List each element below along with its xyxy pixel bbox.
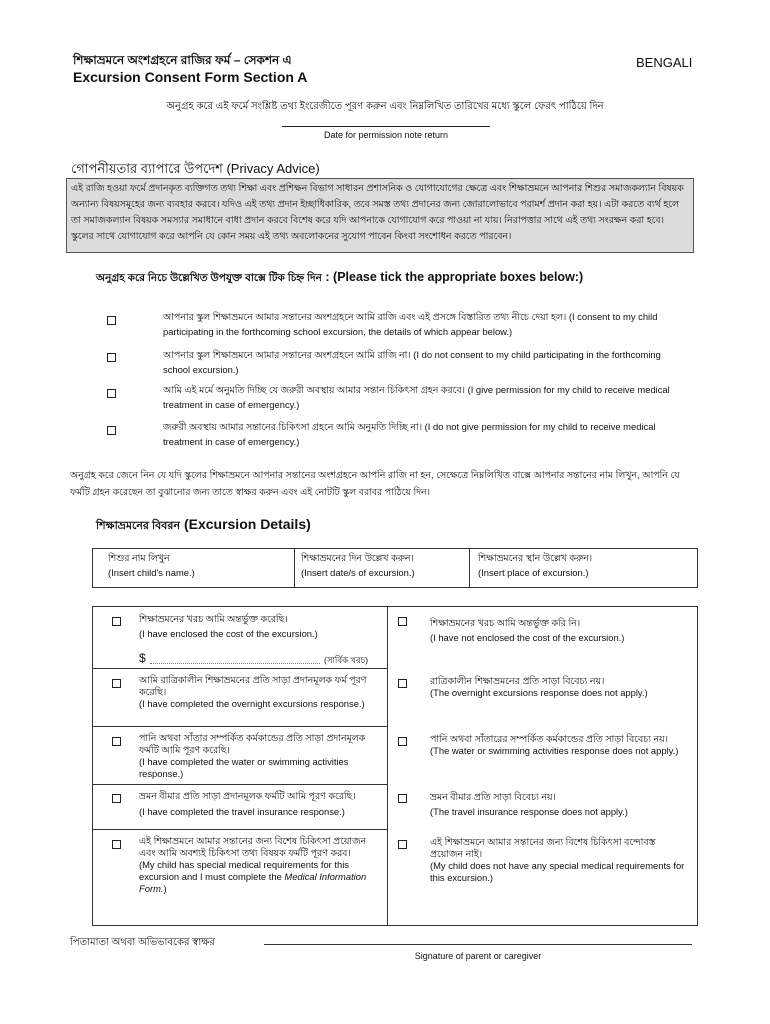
overnight-na-bn: রাত্রিকালীন শিক্ষাভ্রমনের প্রতি সাড়া বিবেচ্য নয়। <box>430 675 605 686</box>
return-date-label: Date for permission note return <box>323 130 449 140</box>
child-name-label-bn: শিশুর নাম লিখুন <box>108 552 170 563</box>
return-instruction: অনুগ্রহ করে এই ফর্মে সংশ্লিষ্ট তথ্য ইংরেজীতে পূরণ করুন এবং নিম্নলিখিত তারিখের মধ্যে স্কুলে ফেরৎ পাঠিয়ে দিন <box>166 101 604 112</box>
excursion-date-label-en: (Insert date/s of excursion.) <box>301 567 415 578</box>
overnight-completed-en: (I have completed the overnight excursions response.) <box>139 698 365 709</box>
no-medical-permission-option-en: (I do not give permission for my child to receive medical treatment in case of emergency.) <box>163 421 656 447</box>
no-consent-option <box>163 347 663 377</box>
cost-enclosed-en: (I have enclosed the cost of the excursion.) <box>139 628 318 639</box>
overnight-na-checkbox[interactable] <box>398 679 407 688</box>
tick-instruction-en: : (Please tick the appropriate boxes below:) <box>321 270 584 284</box>
consent-checkbox[interactable] <box>107 316 116 325</box>
table-divider <box>469 548 470 588</box>
privacy-heading: গোপনীয়তার ব্যাপারে উপদেশ (Privacy Advice) <box>71 161 320 176</box>
no-medical-permission-option-bn: জরুরী অবস্থায় আমার সন্তানের চিকিৎসা গ্রহনে আমি অনুমতি দিচ্ছি না। <box>163 421 423 432</box>
no-consent-checkbox[interactable] <box>107 353 116 362</box>
no-consent-option-en: (I do not consent to my child participating in the forthcoming school excursion.) <box>163 349 661 375</box>
grid-row-line <box>92 829 387 830</box>
excursion-place-label-bn: শিক্ষাভ্রমনের স্থান উল্লেখ করুন। <box>478 552 593 563</box>
insurance-completed-checkbox[interactable] <box>112 794 121 803</box>
child-name-label-en: (Insert child's name.) <box>108 567 195 578</box>
insurance-na-en: (The travel insurance response does not apply.) <box>430 806 628 817</box>
water-na-item <box>430 733 680 757</box>
medical-permission-option-bn: আমি এই মর্মে অনুমতি দিচ্ছি যে জরুরী অবস্থায় আমার সন্তান চিকিৎসা গ্রহন করবে। <box>163 384 465 395</box>
medical-not-required-bn: এই শিক্ষাভ্রমনে আমার সন্তানের জন্য বিশেষ চিকিৎসা বন্দোবস্ত প্রয়োজন নাই। <box>430 836 656 859</box>
grid-row-line <box>92 784 387 785</box>
overnight-na-item <box>430 675 690 699</box>
water-completed-bn: পানি অথবা সাঁতার সম্পর্কিত কর্মকান্ডের প্রতি সাড়া প্রদানমূলক ফর্মটি আমি পূরণ করেছি। <box>139 732 366 755</box>
medical-permission-option <box>163 382 698 412</box>
medical-permission-option-en: (I give permission for my child to receive medical treatment in case of emergency.) <box>163 384 670 410</box>
privacy-text: এই রাজি হওয়া ফর্মে প্রদানকৃত ব্যক্তিগত তথ্য শিক্ষা এবং প্রশিক্ষন বিভাগ সাধারন প্রশাসনিক ও যোগাযোগের ক্ষেত্রে এবং শিক্ষাভ্রমনে আপনার শিশুর সমাজকল্যান বিষয়ক অন্যান্য বিষয়সমূহের জন্য ব্যবহার করবে। যদিও এই তথ্য প্রদান ইচ্ছাধিকারিক, তবে সমস্ত তথ্য প্রদানের জন্য জোরালোভাবে পরামর্শ প্রদান করা হয়। এটা করতে ব্যর্থ হলে তা সমাজকল্যান বিষয়ক সমস্যার সমাধানে বাধা প্রদান করবে বিশেষ করে যদি আপনাকে যোগাযোগ করে পাওয়া না যায়। নিরাপত্তার সাথে এই তথ্য সংরক্ষন করা হবে। স্কুলের সাথে যোগাযোগ করে আপনি যে কোন সময় এই তথ্য অবলোকনের সুযোগ পাবেন কিংবা সংশোধন করতে পারবেন। <box>71 182 684 241</box>
no-consent-option-bn: আপনার স্কুল শিক্ষাভ্রমনে আমার সন্তানের অংশগ্রহনে আমি রাজি না। <box>163 349 411 360</box>
table-divider <box>294 548 295 588</box>
insurance-na-bn: ভ্রমন বীমার প্রতি সাড়া বিবেচ্য নয়। <box>430 791 556 802</box>
insurance-completed-bn: ভ্রমন বীমার প্রতি সাড়া প্রদানমূলক ফর্মটি আমি পূরণ করেছি। <box>139 790 356 801</box>
excursion-details-heading <box>96 516 311 536</box>
water-na-en: (The water or swimming activities response does not apply.) <box>430 745 679 756</box>
insurance-na-checkbox[interactable] <box>398 794 407 803</box>
consent-option-bn: আপনার স্কুল শিক্ষাভ্রমনে আমার সন্তানের অংশগ্রহনে আমি রাজি এবং এই প্রসঙ্গে বিস্তারিত তথ্য নীচে দেয়া হল। <box>163 311 567 322</box>
language-label: BENGALI <box>636 55 693 70</box>
water-na-bn: পানি অথবা সাঁতারের সম্পর্কিত কর্মকান্ডের প্রতি সাড়া বিবেচ্য নয়। <box>430 733 669 744</box>
water-completed-item <box>139 732 374 780</box>
cost-dollar-sign: $ <box>139 651 146 665</box>
cost-amount-field[interactable] <box>150 663 320 664</box>
grid-row-line <box>92 726 387 727</box>
cost-enclosed-bn: শিক্ষাভ্রমনের খরচ আমি অন্তর্ভুক্ত করেছি। <box>139 613 288 624</box>
child-name-field[interactable] <box>108 550 288 580</box>
cost-not-enclosed-bn: শিক্ষাভ্রমনের খরচ আমি অন্তর্ভুক্ত করি নি। <box>430 617 581 628</box>
cost-enclosed-item <box>139 613 379 640</box>
overnight-na-en: (The overnight excursions response does not apply.) <box>430 687 648 698</box>
signature-label-en: Signature of parent or caregiver <box>414 951 542 961</box>
medical-required-checkbox[interactable] <box>112 840 121 849</box>
privacy-advice-box <box>66 178 694 253</box>
overnight-completed-item <box>139 674 374 710</box>
non-consent-note: অনুগ্রহ করে জেনে নিন যে যদি স্কুলের শিক্ষাভ্রমনে আপনার সন্তানের অংশগ্রহনে আপনি রাজি না হন, সেক্ষেত্রে নিম্নলিখিত বাক্সে আপনার সন্তানের নাম লিখুন, আপনি যে ফর্মটি গ্রহন করেছেন তা বুঝানোর জন্য তাতে স্বাক্ষর করুন এবং এই নোটটি স্কুল বরাবর পাঠিয়ে দিন। <box>70 469 680 497</box>
medical-required-item <box>139 835 379 895</box>
cost-enclosed-checkbox[interactable] <box>112 617 121 626</box>
signature-field[interactable] <box>264 944 692 945</box>
consent-option-en: (I consent to my child participating in the forthcoming school excursion, the details of which appear below.) <box>163 311 658 337</box>
form-title-bengali: শিক্ষাভ্রমনে অংশগ্রহনে রাজির ফর্ম – সেকশন এ <box>73 53 292 67</box>
medical-not-required-checkbox[interactable] <box>398 840 407 849</box>
cost-not-enclosed-item <box>430 617 690 644</box>
excursion-details-heading-en: (Excursion Details) <box>180 516 311 532</box>
insurance-completed-en: (I have completed the travel insurance response.) <box>139 806 345 817</box>
medical-not-required-item <box>430 836 690 884</box>
water-completed-en: (I have completed the water or swimming activities response.) <box>139 756 349 779</box>
overnight-completed-checkbox[interactable] <box>112 679 121 688</box>
no-medical-permission-checkbox[interactable] <box>107 426 116 435</box>
medical-permission-checkbox[interactable] <box>107 389 116 398</box>
cost-not-enclosed-checkbox[interactable] <box>398 617 407 626</box>
grid-row-line <box>92 668 387 669</box>
excursion-details-heading-bn: শিক্ষাভ্রমনের বিবরন <box>96 520 181 532</box>
overnight-completed-bn: আমি রাত্রিকালীন শিক্ষাভ্রমনের প্রতি সাড়া প্রদানমূলক ফর্ম পূরণ করেছি। <box>139 674 367 697</box>
insurance-na-item <box>430 791 690 818</box>
excursion-place-label-en: (Insert place of excursion.) <box>478 567 589 578</box>
consent-option <box>163 309 693 339</box>
total-cost-label: (সার্বিক খরচ) <box>324 655 369 665</box>
no-medical-permission-option <box>163 419 688 449</box>
return-date-field[interactable] <box>282 126 490 127</box>
insurance-completed-item <box>139 790 379 818</box>
medical-required-bn: এই শিক্ষাভ্রমনে আমার সন্তানের জন্য বিশেষ চিকিৎসা প্রয়োজন এবং আমি অবশ্যই চিকিৎসা তথ্য বিষয়ক ফর্মটি পূরণ করব। <box>139 835 367 858</box>
form-title-english: Excursion Consent Form Section A <box>73 69 308 85</box>
water-completed-checkbox[interactable] <box>112 737 121 746</box>
medical-required-en: (My child has special medical requirements for this excursion and I must complete the Medical Information Form.) <box>139 859 367 894</box>
tick-instruction-bn: অনুগ্রহ করে নিচে উল্লেখিত উপযুক্ত বাক্সে টিক চিহ্ন দিন <box>96 272 322 284</box>
cost-not-enclosed-en: (I have not enclosed the cost of the excursion.) <box>430 632 625 643</box>
excursion-date-field[interactable] <box>301 550 466 580</box>
excursion-date-label-bn: শিক্ষাভ্রমনের দিন উল্লেখ করুন। <box>301 552 414 563</box>
medical-not-required-en: (My child does not have any special medical requirements for this excursion.) <box>430 860 685 883</box>
signature-label-bn: পিতামাতা অথবা অভিভাবকের স্বাক্ষর <box>70 937 215 948</box>
grid-divider <box>387 606 388 926</box>
water-na-checkbox[interactable] <box>398 737 407 746</box>
tick-instruction <box>96 270 583 288</box>
excursion-place-field[interactable] <box>478 550 693 580</box>
